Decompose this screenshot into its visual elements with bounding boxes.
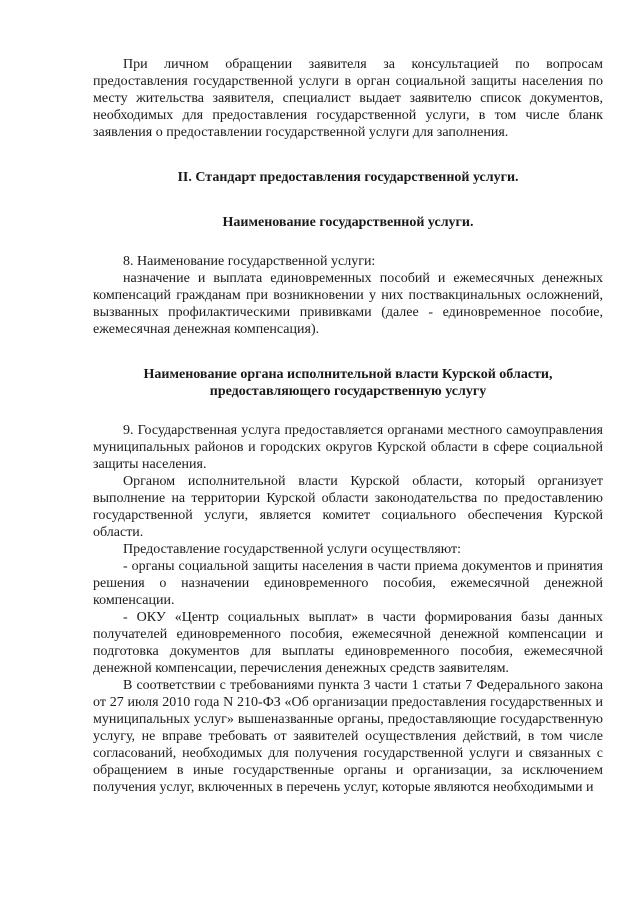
intro-paragraph: При личном обращении заявителя за консультацией по вопросам предоставления государственной услуги в орган социальной защиты населения по месту жительства заявителя, специалист выдает заявителю список документов, необходимых для предоставления государственной услуги, в том числе бланк заявления о предоставлении государственной услуги для заполнения. [93, 57, 603, 140]
provision-intro: Предоставление государственной услуги осуществляют: [123, 542, 462, 557]
section-title: II. Стандарт предоставления государственной услуги. [177, 170, 519, 185]
spacer [93, 400, 603, 422]
spacer [93, 231, 603, 253]
bullet-payment-center: - ОКУ «Центр социальных выплат» в части формирования базы данных получателей единовременного пособия, ежемесячной денежной компенсации и подготовка документов для выплаты единовременного пособия, ежемесячной денежной компенсации, перечисления денежных средств заявителям. [93, 610, 603, 676]
bullet-social-protection: - органы социальной защиты населения в части приема документов и принятия решения о назначении единовременного пособия, ежемесячной денежной компенсации. [93, 559, 603, 608]
subheading-authority-line-1: Наименование органа исполнительной власти Курской области, [143, 367, 553, 382]
subheading-authority-line-2: предоставляющего государственную услугу [209, 384, 487, 399]
item-9-text: 9. Государственная услуга предоставляется органами местного самоуправления муниципальных районов и городских округов Курской области в сфере социальной защиты населения. [93, 423, 603, 472]
spacer [93, 338, 603, 366]
spacer [93, 141, 603, 169]
subheading-service-name: Наименование государственной услуги. [222, 215, 474, 230]
document-page [93, 56, 603, 796]
final-paragraph: В соответствии с требованиями пункта 3 части 1 статьи 7 Федерального закона от 27 июля 2010 года N 210-ФЗ «Об организации предоставления государственных и муниципальных услуг» вышеназванные органы, предоставляющие государственную услугу, не вправе требовать от заявителей осуществления действий, в том числе согласований, необходимых для получения государственной услуги и связанных с обращением в иные государственные органы и организации, за исключением получения услуг, включенных в перечень услуг, которые являются необходимыми и [93, 678, 603, 795]
item-8-text: назначение и выплата единовременных пособий и ежемесячных денежных компенсаций гражданам при возникновении у них поствакцинальных осложнений, вызванных профилактическими прививками (далее - единовременное пособие, ежемесячная денежная компенсация). [93, 271, 603, 337]
spacer [93, 186, 603, 214]
item-8-title: 8. Наименование государственной услуги: [123, 254, 376, 269]
authority-paragraph: Органом исполнительной власти Курской области, который организует выполнение на территории Курской области законодательства по предоставлению государственной услуги, является комитет социального обеспечения Курской области. [93, 474, 603, 540]
